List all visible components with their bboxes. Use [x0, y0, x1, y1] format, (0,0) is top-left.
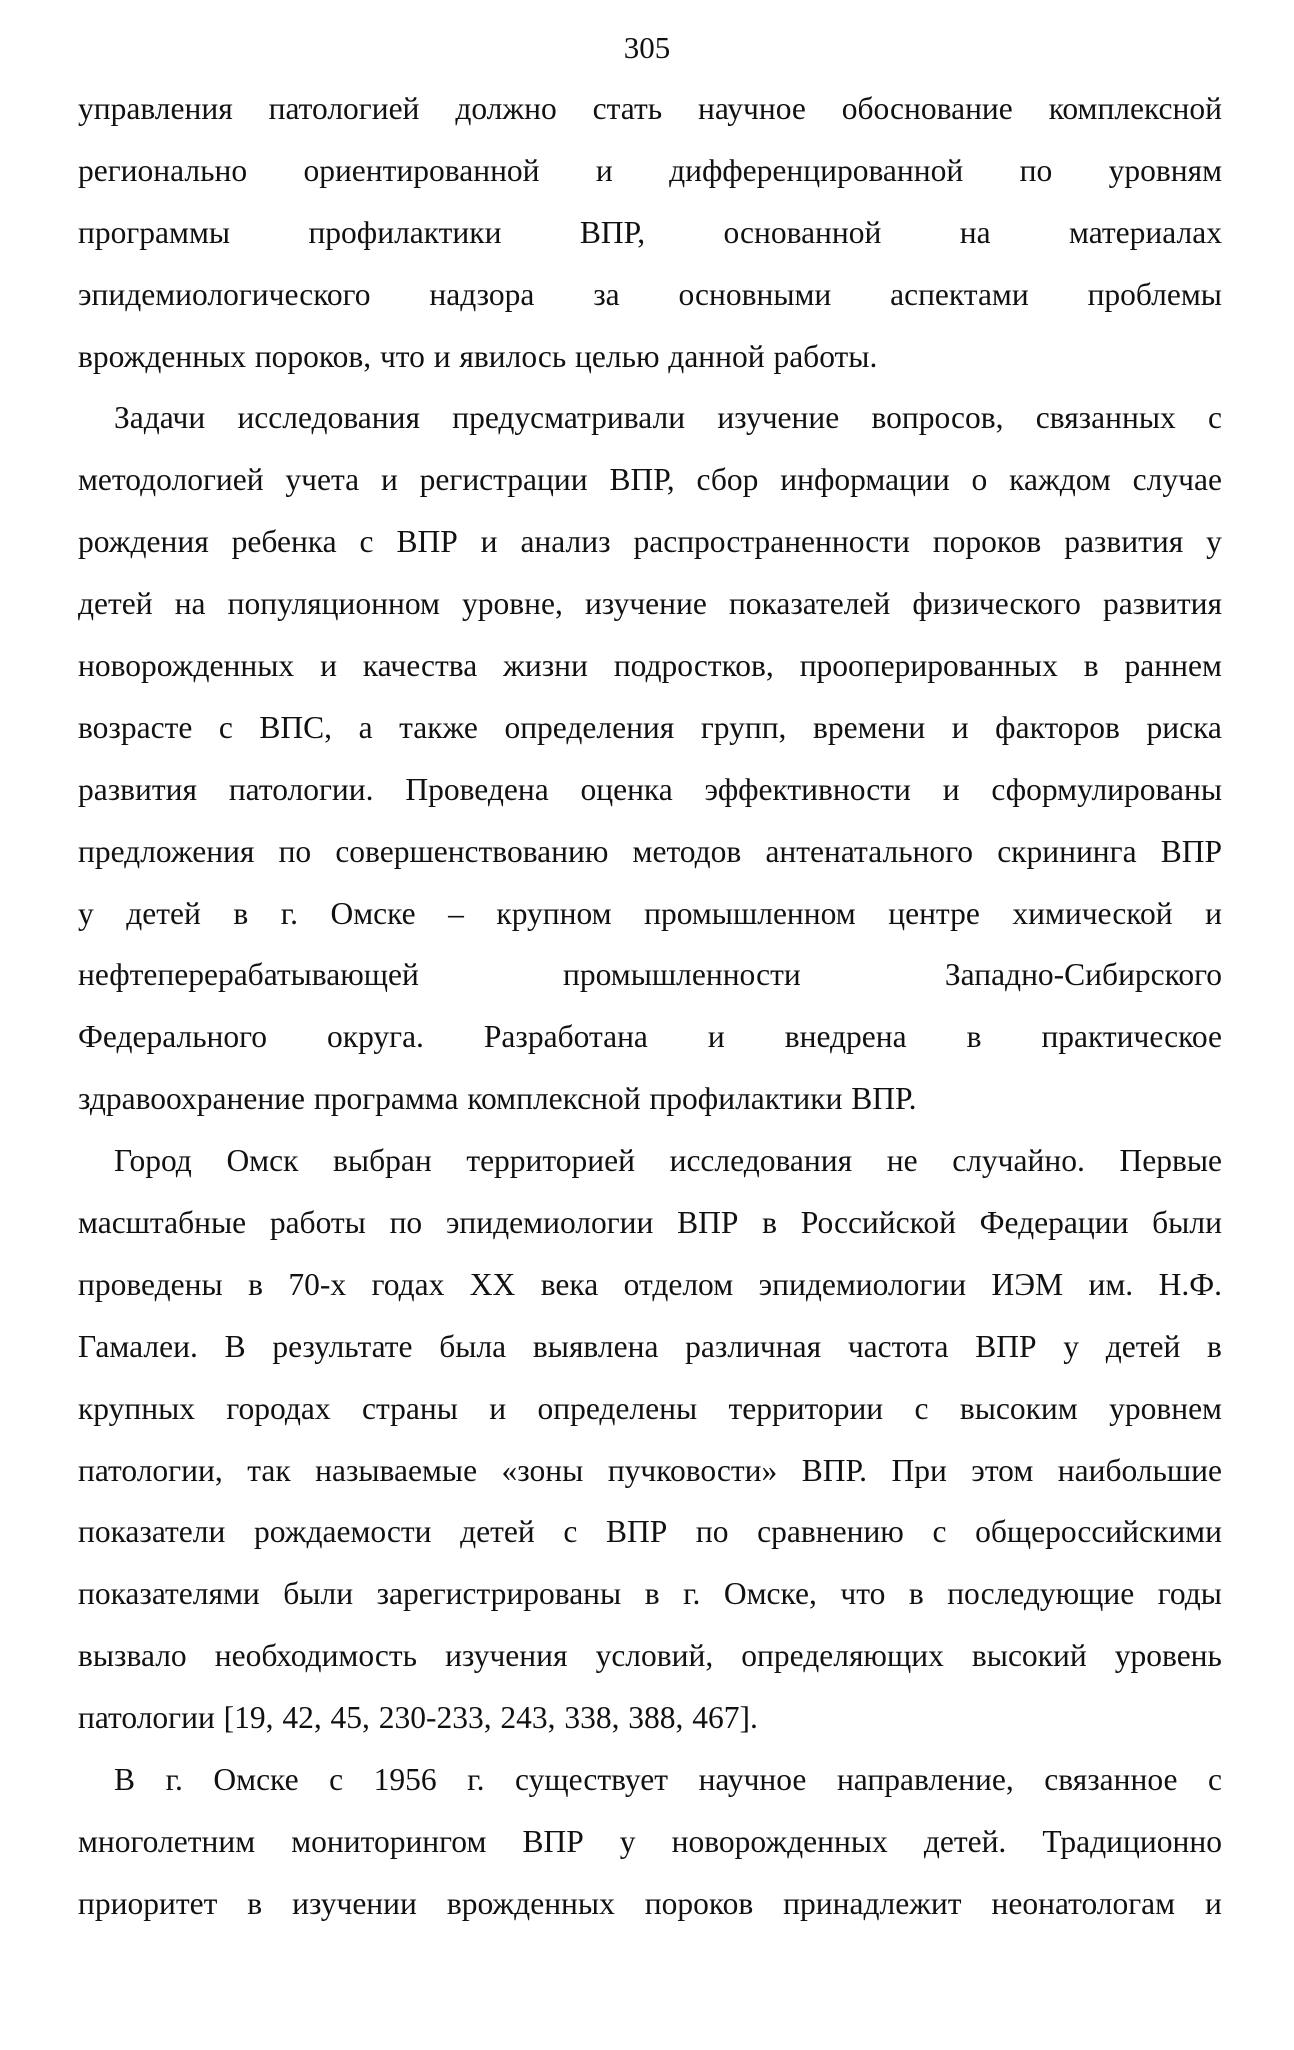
word: профилактики	[308, 214, 502, 250]
word: 338,	[564, 1700, 620, 1736]
word: сравнению	[757, 1514, 904, 1550]
word: уровень	[1114, 1638, 1222, 1674]
word: Омске	[213, 1762, 299, 1798]
word: качества	[362, 648, 478, 684]
word: ВПР.	[801, 1452, 867, 1488]
word: ВПР	[396, 524, 458, 560]
word: 467].	[692, 1700, 758, 1736]
word: г.	[280, 895, 298, 931]
word: методов	[632, 833, 742, 869]
word: в	[762, 1205, 777, 1241]
word: должно	[455, 91, 557, 126]
word: высокий	[971, 1638, 1087, 1674]
word: городах	[226, 1390, 331, 1426]
word: промышленном	[644, 895, 856, 931]
word: Омске,	[723, 1576, 817, 1612]
text-line	[78, 883, 1222, 945]
word: в	[1083, 648, 1099, 684]
text-line	[78, 759, 1222, 821]
word: выявлена	[532, 1328, 659, 1364]
word: Задачи	[114, 400, 206, 436]
word: 45,	[330, 1700, 370, 1736]
word: ВПР,	[579, 214, 646, 250]
word: 230-233,	[378, 1700, 492, 1736]
word: анализ	[520, 524, 611, 560]
word: г.	[683, 1576, 701, 1612]
word: исследования	[237, 400, 420, 436]
word: вызвало	[78, 1638, 187, 1674]
word: работы.	[773, 338, 878, 374]
word: что	[379, 338, 425, 374]
word: ВПР	[522, 1823, 584, 1859]
word: возрасте	[78, 709, 193, 745]
word: общероссийскими	[975, 1514, 1222, 1550]
word: стать	[592, 91, 663, 126]
word: ВПР	[1160, 833, 1222, 869]
word: вопросов,	[871, 400, 1004, 436]
word: этом	[971, 1452, 1034, 1488]
word: с	[1208, 1762, 1222, 1798]
word: 70-х	[288, 1266, 347, 1302]
text-line	[78, 202, 1222, 264]
word: отделом	[623, 1266, 734, 1302]
text-line	[78, 1811, 1222, 1873]
word: была	[439, 1328, 507, 1364]
word: популяционном	[227, 586, 440, 622]
word: врожденных	[446, 1885, 615, 1921]
text-line	[78, 326, 1222, 388]
text-line	[78, 1873, 1222, 1935]
word: показателей	[728, 586, 891, 622]
word: практическое	[1041, 1019, 1222, 1055]
word: исследования	[669, 1143, 853, 1179]
word: Город	[114, 1143, 192, 1179]
body-text	[78, 78, 1222, 1935]
word: с	[563, 1514, 578, 1550]
word: крупном	[496, 895, 612, 931]
text-line	[78, 1316, 1222, 1378]
text-line	[78, 1625, 1222, 1687]
word: основанной	[723, 214, 882, 250]
word: патологии.	[228, 771, 374, 807]
word: явилось	[459, 338, 567, 374]
word: территории	[728, 1390, 884, 1426]
word: необходимость	[214, 1638, 418, 1674]
word: каждом	[1009, 462, 1111, 498]
word: на	[174, 586, 206, 622]
word: методологией	[78, 462, 264, 498]
word: ВПР	[677, 1205, 739, 1241]
word: совершенствованию	[335, 833, 609, 869]
word: программа	[313, 1081, 459, 1117]
text-line	[78, 449, 1222, 511]
word: принадлежит	[783, 1885, 962, 1921]
word: г.	[467, 1762, 485, 1798]
text-line	[78, 1068, 1222, 1130]
word: территорией	[466, 1143, 635, 1179]
word: по	[278, 833, 312, 869]
word: регистрации	[419, 462, 588, 498]
word: что	[840, 1576, 886, 1612]
word: раннем	[1124, 648, 1222, 684]
word: крупных	[78, 1390, 196, 1426]
word: оценка	[580, 771, 673, 807]
word: в	[247, 1885, 263, 1921]
word: развития	[1102, 586, 1222, 622]
word: определения	[504, 709, 675, 745]
text-line	[78, 1130, 1222, 1192]
word: с	[359, 524, 374, 560]
word: антенатального	[765, 833, 974, 869]
word: были	[1152, 1205, 1222, 1241]
word: зарегистрированы	[376, 1576, 622, 1612]
word: В	[224, 1328, 246, 1364]
word: здравоохранение	[78, 1081, 306, 1117]
text-line	[78, 1563, 1222, 1625]
word: детей.	[923, 1823, 1007, 1859]
word: у	[1206, 524, 1222, 560]
word: Первые	[1119, 1143, 1222, 1179]
text-line	[78, 697, 1222, 759]
word: в	[1207, 1328, 1222, 1364]
word: нефтеперерабатывающей	[78, 957, 419, 993]
word: программы	[78, 214, 231, 250]
word: групп,	[700, 709, 787, 745]
word: аспектами	[890, 276, 1029, 312]
word: Российской	[800, 1205, 956, 1241]
word: страны	[362, 1390, 458, 1426]
text-line	[78, 944, 1222, 1006]
word: ВПР	[975, 1328, 1037, 1364]
word: в	[644, 1576, 660, 1612]
word: патологией	[268, 91, 420, 126]
word: уровне,	[462, 586, 563, 622]
word: эффективности	[704, 771, 911, 807]
word: им.	[1088, 1266, 1134, 1302]
word: Проведена	[405, 771, 549, 807]
word: Гамалеи.	[78, 1328, 198, 1364]
word: факторов	[995, 709, 1120, 745]
page-number: 305	[623, 30, 671, 65]
word: о	[971, 462, 988, 498]
word: также	[399, 709, 478, 745]
text-line	[78, 1006, 1222, 1068]
word: результате	[272, 1328, 413, 1364]
word: данной	[668, 338, 765, 374]
word: Омск	[226, 1143, 299, 1179]
word: эпидемиологического	[78, 276, 371, 312]
text-line	[78, 635, 1222, 697]
text-line	[78, 140, 1222, 202]
word: дифференцированной	[669, 152, 964, 188]
word: рождаемости	[253, 1514, 432, 1550]
word: научное	[698, 91, 806, 126]
word: детей	[126, 895, 201, 931]
word: времени	[812, 709, 926, 745]
word: комплексной	[1048, 91, 1222, 126]
word: обоснование	[841, 91, 1013, 126]
word: наибольшие	[1057, 1452, 1222, 1488]
word: за	[593, 276, 620, 312]
word: управления	[78, 91, 233, 126]
word: с	[1207, 400, 1222, 436]
word: основными	[678, 276, 832, 312]
word: эпидемиологии	[758, 1266, 967, 1302]
word: промышленности	[563, 957, 801, 993]
word: с	[329, 1762, 344, 1798]
word: ВПР	[606, 1514, 668, 1550]
word: материалах	[1069, 214, 1222, 250]
word: скрининга	[997, 833, 1137, 869]
word: внедрена	[784, 1019, 907, 1055]
text-line	[78, 264, 1222, 326]
word: При	[891, 1452, 947, 1488]
word: по	[1019, 152, 1053, 188]
word: пороков,	[254, 338, 372, 374]
word: так	[247, 1452, 291, 1488]
word: детей	[78, 586, 153, 622]
word: ориентированной	[303, 152, 540, 188]
word: г.	[165, 1762, 183, 1798]
word: прооперированных	[799, 648, 1058, 684]
word: Разработана	[483, 1019, 648, 1055]
word: существует	[515, 1762, 669, 1798]
word: патологии	[78, 1700, 215, 1736]
word: детей	[460, 1514, 535, 1550]
word: предложения	[78, 833, 255, 869]
word: с	[218, 709, 233, 745]
word: масштабные	[78, 1205, 247, 1241]
word: и	[707, 1019, 725, 1055]
word: последующие	[947, 1576, 1135, 1612]
word: и	[942, 771, 960, 807]
word: с	[914, 1390, 929, 1426]
word: целью	[575, 338, 660, 374]
word: в	[248, 1266, 263, 1302]
text-line	[78, 1378, 1222, 1440]
word: патологии,	[78, 1452, 223, 1488]
text-line	[78, 1440, 1222, 1502]
word: эпидемиологии	[445, 1205, 654, 1241]
text-line	[78, 1254, 1222, 1316]
text-line	[78, 573, 1222, 635]
word: выбран	[333, 1143, 432, 1179]
word: и	[320, 648, 337, 684]
word: и	[433, 338, 451, 374]
word: определяющих	[741, 1638, 944, 1674]
word: по	[389, 1205, 423, 1241]
word: «зоны	[501, 1452, 584, 1488]
word: на	[959, 214, 991, 250]
word: распространенности	[633, 524, 910, 560]
word: и	[380, 462, 398, 498]
word: изучения	[445, 1638, 568, 1674]
word: проведены	[78, 1266, 223, 1302]
word: ребенка	[231, 524, 337, 560]
word: учета	[285, 462, 360, 498]
word: 1956	[373, 1762, 437, 1798]
word: изучении	[292, 1885, 417, 1921]
word: физического	[912, 586, 1081, 622]
text-line	[78, 1749, 1222, 1811]
word: мониторингом	[291, 1823, 487, 1859]
word: В	[114, 1762, 136, 1798]
word: предусматривали	[452, 400, 686, 436]
word: жизни	[503, 648, 588, 684]
text-line	[78, 1192, 1222, 1254]
word: а	[358, 709, 373, 745]
word: уровням	[1108, 152, 1222, 188]
word: XX	[469, 1266, 516, 1302]
word: и	[480, 524, 498, 560]
word: Западно-Сибирского	[944, 957, 1222, 993]
word: высоким	[959, 1390, 1078, 1426]
word: Федерации	[979, 1205, 1129, 1241]
word: 243,	[500, 1700, 556, 1736]
word: и	[595, 152, 613, 188]
word: определены	[537, 1390, 698, 1426]
word: ИЭМ	[991, 1266, 1064, 1302]
word: случае	[1132, 462, 1222, 498]
word: развития	[78, 771, 198, 807]
word: Федерального	[78, 1019, 268, 1055]
word: показатели	[78, 1514, 226, 1550]
word: годах	[371, 1266, 445, 1302]
word: детей	[1105, 1328, 1181, 1364]
word: пучковости»	[607, 1452, 778, 1488]
word: профилактики	[649, 1081, 843, 1117]
word: округа.	[327, 1019, 424, 1055]
word: пороков	[932, 524, 1042, 560]
word: изучение	[717, 400, 840, 436]
word: у	[1063, 1328, 1079, 1364]
word: центре	[888, 895, 980, 931]
word: изучение	[584, 586, 707, 622]
word: Омске	[330, 895, 416, 931]
word: и	[1205, 1885, 1222, 1921]
word: рождения	[78, 524, 209, 560]
word: 42,	[282, 1700, 322, 1736]
text-line	[78, 821, 1222, 883]
word: века	[540, 1266, 599, 1302]
word: регионально	[78, 152, 248, 188]
word: –	[448, 895, 464, 931]
word: годы	[1157, 1576, 1222, 1612]
word: уровнем	[1109, 1390, 1222, 1426]
word: были	[283, 1576, 354, 1612]
word: ВПР.	[851, 1081, 917, 1117]
word: развития	[1064, 524, 1184, 560]
word: подростков,	[613, 648, 774, 684]
word: ВПР,	[609, 462, 675, 498]
word: различная	[685, 1328, 822, 1364]
word: показателями	[78, 1576, 260, 1612]
word: и	[489, 1390, 507, 1426]
word: называемые	[315, 1452, 478, 1488]
word: не	[886, 1143, 918, 1179]
text-line	[78, 511, 1222, 573]
word: Традиционно	[1042, 1823, 1222, 1859]
word: в	[966, 1019, 982, 1055]
word: врожденных	[78, 338, 246, 374]
word: пороков	[644, 1885, 754, 1921]
text-line	[78, 1687, 1222, 1749]
word: проблемы	[1087, 276, 1222, 312]
text-line	[78, 387, 1222, 449]
word: риска	[1146, 709, 1222, 745]
word: [19,	[223, 1700, 274, 1736]
word: многолетним	[78, 1823, 256, 1859]
word: работы	[269, 1205, 366, 1241]
word: направление,	[836, 1762, 1014, 1798]
word: информации	[780, 462, 950, 498]
word: комплексной	[467, 1081, 641, 1117]
word: новорожденных	[671, 1823, 888, 1859]
word: и	[1205, 895, 1222, 931]
word: сбор	[696, 462, 759, 498]
text-line	[78, 78, 1222, 140]
word: новорожденных	[78, 648, 295, 684]
word: ВПС,	[259, 709, 333, 745]
word: неонатологам	[991, 1885, 1176, 1921]
word: у	[78, 895, 94, 931]
word: связанное	[1044, 1762, 1178, 1798]
word: с	[932, 1514, 947, 1550]
word: надзора	[429, 276, 535, 312]
word: у	[619, 1823, 636, 1859]
word: приоритет	[78, 1885, 218, 1921]
word: связанных	[1035, 400, 1176, 436]
text-line	[78, 1501, 1222, 1563]
word: случайно.	[952, 1143, 1085, 1179]
word: частота	[847, 1328, 949, 1364]
word: в	[233, 895, 249, 931]
word: условий,	[595, 1638, 714, 1674]
word: химической	[1012, 895, 1173, 931]
word: научное	[698, 1762, 807, 1798]
word: Н.Ф.	[1158, 1266, 1222, 1302]
word: сформулированы	[991, 771, 1222, 807]
word: и	[951, 709, 969, 745]
word: 388,	[628, 1700, 684, 1736]
word: в	[908, 1576, 924, 1612]
word: по	[695, 1514, 729, 1550]
